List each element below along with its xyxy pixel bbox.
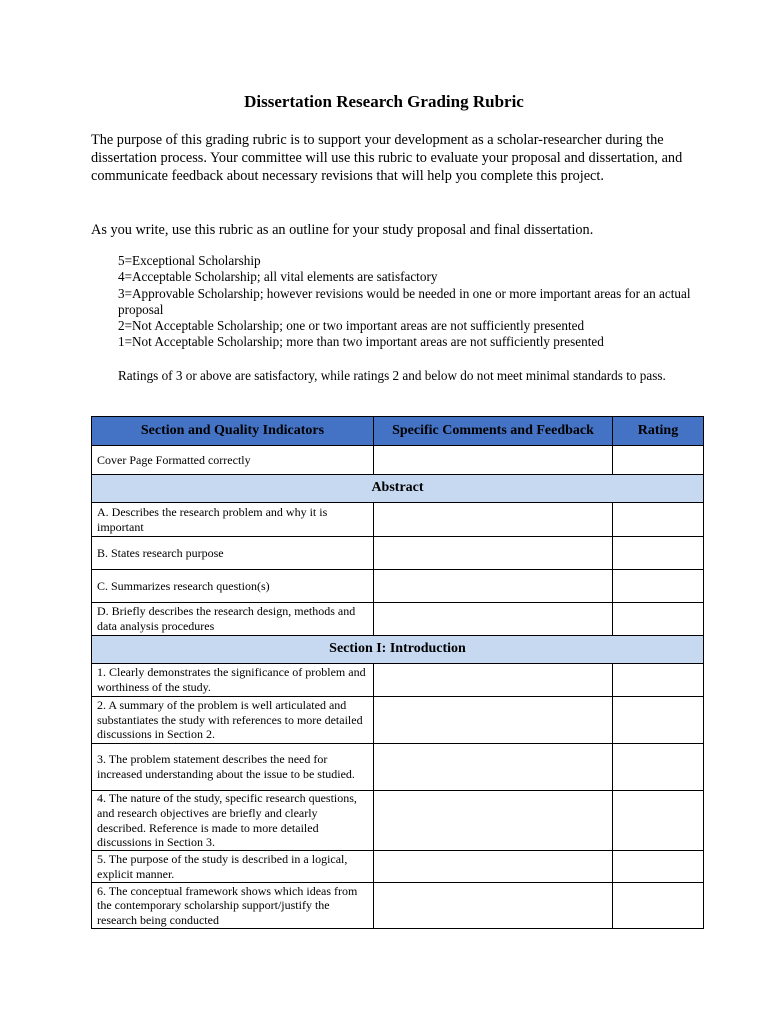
header-rating: Rating <box>613 417 704 446</box>
table-row <box>92 851 704 883</box>
comments-cell[interactable] <box>374 791 613 851</box>
rating-cell[interactable] <box>613 791 704 851</box>
rating-scale-item: 5=Exceptional Scholarship <box>118 253 261 268</box>
header-comments-feedback: Specific Comments and Feedback <box>374 417 613 446</box>
rubric-table <box>91 416 704 929</box>
indicator-cell: 3. The problem statement describes the need for increased understanding about the issue to be studied. <box>92 744 374 791</box>
rating-cell[interactable] <box>613 664 704 697</box>
rating-cell[interactable] <box>613 503 704 537</box>
comments-cell[interactable] <box>374 851 613 883</box>
table-row <box>92 570 704 603</box>
table-row <box>92 537 704 570</box>
comments-cell[interactable] <box>374 570 613 603</box>
comments-cell[interactable] <box>374 537 613 570</box>
rating-cell[interactable] <box>613 883 704 929</box>
comments-cell[interactable] <box>374 744 613 791</box>
indicator-cell: 6. The conceptual framework shows which ideas from the contemporary scholarship support/justify the research being conducted <box>92 883 374 929</box>
intro-paragraph: The purpose of this grading rubric is to support your development as a scholar-researcher during the dissertation process. Your committee will use this rubric to evaluate your proposal and dissertation, and communicate feedback about necessary revisions that will help you complete this project. <box>91 132 683 184</box>
indicator-cell: A. Describes the research problem and why it is important <box>92 503 374 537</box>
ratings-note: Ratings of 3 or above are satisfactory, while ratings 2 and below do not meet minimal standards to pass. <box>118 368 666 383</box>
comments-cell[interactable] <box>374 664 613 697</box>
section-heading: Abstract <box>92 475 704 503</box>
header-section-indicators: Section and Quality Indicators <box>92 417 374 446</box>
section-heading: Section I: Introduction <box>92 636 704 664</box>
rating-scale-item: 3=Approvable Scholarship; however revisions would be needed in one or more important areas for an actual proposal <box>118 285 691 317</box>
table-header-row <box>92 417 704 446</box>
table-row <box>92 664 704 697</box>
indicator-cell: D. Briefly describes the research design, methods and data analysis procedures <box>92 603 374 636</box>
rating-cell[interactable] <box>613 537 704 570</box>
table-row <box>92 697 704 744</box>
rating-cell[interactable] <box>613 851 704 883</box>
table-row <box>92 446 704 475</box>
rating-scale-item: 4=Acceptable Scholarship; all vital elements are satisfactory <box>118 269 438 285</box>
rating-scale-item: 1=Not Acceptable Scholarship; more than two important areas are not sufficiently presented <box>118 334 604 350</box>
section-row-introduction <box>92 636 704 664</box>
document-title: Dissertation Research Grading Rubric <box>244 92 524 111</box>
indicator-cell: 1. Clearly demonstrates the significance of problem and worthiness of the study. <box>92 664 374 697</box>
comments-cell[interactable] <box>374 503 613 537</box>
table-row <box>92 883 704 929</box>
indicator-cell: 4. The nature of the study, specific research questions, and research objectives are briefly and clearly described. Reference is made to more detailed discussions in Section 3. <box>92 791 374 851</box>
comments-cell[interactable] <box>374 446 613 475</box>
rating-cell[interactable] <box>613 603 704 636</box>
comments-cell[interactable] <box>374 697 613 744</box>
outline-paragraph: As you write, use this rubric as an outline for your study proposal and final dissertation. <box>91 222 594 238</box>
rating-cell[interactable] <box>613 446 704 475</box>
indicator-cell: 5. The purpose of the study is described in a logical, explicit manner. <box>92 851 374 883</box>
rating-cell[interactable] <box>613 570 704 603</box>
table-row <box>92 603 704 636</box>
rating-scale-list <box>118 253 698 351</box>
comments-cell[interactable] <box>374 603 613 636</box>
indicator-cell: C. Summarizes research question(s) <box>92 570 374 603</box>
rating-scale-item: 2=Not Acceptable Scholarship; one or two important areas are not sufficiently presented <box>118 318 585 334</box>
section-row-abstract <box>92 475 704 503</box>
rating-cell[interactable] <box>613 697 704 744</box>
table-row <box>92 744 704 791</box>
table-row <box>92 791 704 851</box>
indicator-cell: B. States research purpose <box>92 537 374 570</box>
rating-cell[interactable] <box>613 744 704 791</box>
indicator-cell: 2. A summary of the problem is well articulated and substantiates the study with references to more detailed discussions in Section 2. <box>92 697 374 744</box>
table-row <box>92 503 704 537</box>
comments-cell[interactable] <box>374 883 613 929</box>
indicator-cell: Cover Page Formatted correctly <box>92 446 374 475</box>
